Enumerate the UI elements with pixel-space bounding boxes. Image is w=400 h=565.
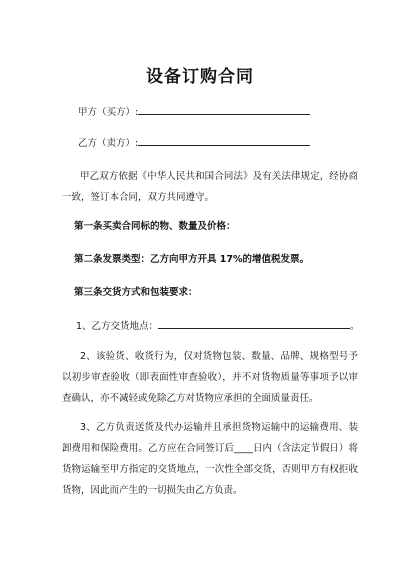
document-title: 设备订购合同 <box>146 67 254 87</box>
party-a-line <box>78 104 310 119</box>
clause-3-heading: 第三条交货方式和包装要求： <box>74 287 198 298</box>
party-a-blank[interactable] <box>138 104 310 115</box>
delivery-location-blank[interactable] <box>158 318 350 329</box>
party-a-label: 甲方（买方）: <box>78 107 139 118</box>
item-3-paragraph: 3、乙方负责送货及代办运输并且承担货物运输中的运输费用、装卸费用和保险费用。乙方应在合同签订后____日内（含法定节假日）将货物运输至甲方指定的交货地点，一次性全部交货，否则甲方有权拒收货物，因此而产生的一切损失由乙方负责。 <box>62 422 358 496</box>
item-2-paragraph: 2、该验货、收货行为，仅对货物包装、数量、品牌、规格型号予以初步审查验收（即表面性审查验收），并不对货物质量等事项予以审查确认，亦不减轻或免除乙方对货物应承担的全面质量责任。 <box>62 351 358 404</box>
clause-1-heading: 第一条买卖合同标的物、数量及价格： <box>74 221 236 232</box>
party-b-label: 乙方（卖方）: <box>78 138 139 149</box>
clause-2-heading: 第二条发票类型：乙方向甲方开具 17%的增值税发票。 <box>74 254 310 265</box>
item-1-end: 。 <box>350 321 360 332</box>
intro-paragraph: 甲乙双方依据《中华人民共和国合同法》及有关法律规定，经协商一致，签订本合同，双方共同遵守。 <box>62 171 358 203</box>
party-b-blank[interactable] <box>138 135 310 146</box>
item-1-label: 1、乙方交货地点： <box>76 321 159 332</box>
party-b-line <box>78 135 310 150</box>
item-1-line <box>76 318 360 333</box>
